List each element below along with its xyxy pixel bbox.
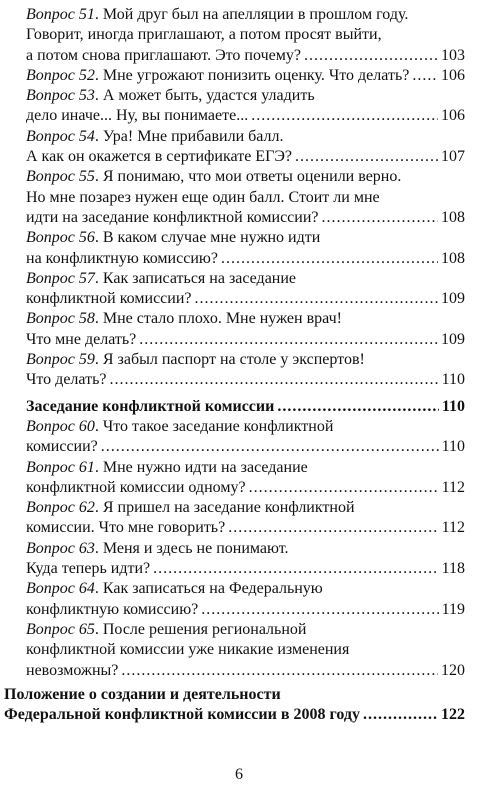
toc-entry	[0, 539, 478, 580]
toc-entry-text: а потом снова приглашают. Это почему?	[26, 46, 301, 64]
toc-entry-line	[0, 417, 478, 437]
toc-entry-text: А как он окажется в сертификате ЕГЭ?	[26, 148, 292, 166]
toc-entry	[0, 458, 478, 499]
question-label: Вопрос 56	[26, 229, 95, 247]
toc-page-ref: 112	[441, 478, 465, 496]
toc-entry-text: невозможны?	[26, 661, 119, 679]
question-label: Вопрос 53	[26, 87, 95, 105]
question-label: Вопрос 59	[26, 351, 95, 369]
toc-entry-text: Но мне позарез нужен еще один балл. Стоит ли мне	[26, 188, 380, 206]
label-separator: .	[94, 229, 103, 247]
toc-entry-line	[0, 559, 478, 579]
question-label: Вопрос 52	[26, 66, 95, 84]
toc-entry-text: комиссии?	[26, 438, 98, 456]
dot-leader	[322, 208, 439, 228]
label-separator: .	[94, 269, 103, 287]
toc-entry-line	[0, 5, 478, 25]
toc-entry-text: Говорит, иногда приглашают, а потом просят выйти,	[26, 26, 382, 44]
toc-entry-text: Я понимаю, что мои ответы оценили верно.	[102, 168, 402, 186]
toc-entry	[0, 350, 478, 391]
question-label: Вопрос 60	[26, 417, 95, 435]
toc-entry-text: Мне стало плохо. Мне нужен врач!	[102, 310, 342, 328]
toc-page-ref: 109	[441, 290, 465, 308]
dot-leader	[249, 478, 439, 498]
toc-entry-line	[0, 127, 478, 147]
question-label: Вопрос 65	[26, 620, 95, 638]
toc-entry-line	[0, 86, 478, 106]
question-label: Вопрос 58	[26, 310, 95, 328]
toc-entry-line	[0, 289, 478, 309]
toc-entry-line	[0, 167, 478, 187]
toc-entry-text: конфликтную комиссию?	[26, 600, 199, 618]
toc-page-ref: 118	[441, 560, 465, 578]
toc-entry-line	[0, 249, 478, 269]
toc-entry-text: конфликтной комиссии уже никакие изменения	[26, 641, 350, 659]
toc-entry-line	[0, 309, 478, 329]
label-separator: .	[94, 620, 103, 638]
toc-entry-line	[0, 147, 478, 167]
toc-page-ref: 106	[441, 107, 465, 125]
toc-entry	[0, 5, 478, 66]
label-separator: .	[94, 351, 103, 369]
toc-entry	[0, 309, 478, 350]
toc-entry	[0, 498, 478, 539]
table-of-contents	[0, 5, 478, 725]
dot-leader	[109, 370, 438, 390]
toc-entry	[0, 127, 478, 168]
toc-entry-text: Я пришел на заседание конфликтной	[102, 499, 355, 517]
label-separator: .	[94, 127, 103, 145]
toc-entry-text: дело иначе... Ну, вы понимаете...	[26, 107, 249, 125]
toc-entry-line	[0, 705, 478, 725]
toc-page-ref: 110	[441, 438, 465, 456]
label-separator: .	[94, 580, 103, 598]
toc-entry-text: конфликтной комиссии одному?	[26, 478, 246, 496]
toc-entry-line	[0, 25, 478, 45]
toc-entry-line	[0, 478, 478, 498]
toc-entry-line	[0, 66, 478, 86]
question-label: Вопрос 54	[26, 127, 95, 145]
toc-entry-text: Что такое заседание конфликтной	[102, 417, 334, 435]
toc-entry-line	[0, 620, 478, 640]
toc-entry-text: Федеральной конфликтной комиссии в 2008 году	[4, 706, 360, 724]
dot-leader	[228, 518, 438, 538]
toc-entry-line	[0, 498, 478, 518]
dot-leader	[277, 397, 439, 417]
toc-page-ref: 103	[441, 46, 465, 64]
toc-entry-line	[0, 208, 478, 228]
dot-leader	[251, 106, 438, 126]
toc-entry-line	[0, 269, 478, 289]
toc-entry-text: Мой друг был на апелляции в прошлом году.	[102, 6, 409, 23]
toc-page-ref: 110	[441, 371, 465, 389]
dot-leader	[295, 147, 438, 167]
toc-entry-text: После решения региональной	[102, 620, 307, 638]
dot-leader	[412, 66, 438, 86]
label-separator: .	[94, 458, 103, 476]
toc-entry-text: Меня и здесь не понимают.	[102, 539, 289, 557]
toc-entry-line	[0, 640, 478, 660]
toc-page-ref: 120	[441, 661, 465, 679]
question-label: Вопрос 64	[26, 580, 95, 598]
toc-entry-text: Заседание конфликтной комиссии	[26, 397, 275, 415]
dot-leader	[121, 661, 438, 681]
dot-leader	[101, 437, 439, 457]
toc-entry-line	[0, 600, 478, 620]
dot-leader	[195, 289, 439, 309]
toc-entry	[0, 167, 478, 228]
label-separator: .	[94, 168, 103, 186]
toc-page-ref: 112	[441, 519, 465, 537]
toc-entry-line	[0, 579, 478, 599]
label-separator: .	[94, 66, 103, 84]
toc-entry	[0, 86, 478, 127]
question-label: Вопрос 51	[26, 6, 95, 23]
toc-entry-text: комиссии. Что мне говорить?	[26, 519, 226, 537]
toc-entry-text: Мне угрожают понизить оценку. Что делать?	[102, 66, 410, 84]
toc-page-ref: 109	[441, 330, 465, 348]
toc-entry-text: Куда теперь идти?	[26, 560, 151, 578]
toc-entry-text: В каком случае мне нужно идти	[102, 229, 321, 247]
toc-entry-text: Как записаться на заседание	[102, 269, 297, 287]
label-separator: .	[94, 310, 103, 328]
label-separator: .	[94, 417, 103, 435]
toc-page-ref: 110	[441, 397, 465, 415]
toc-entry-text: конфликтной комиссии?	[26, 290, 192, 308]
toc-entry	[0, 228, 478, 269]
dot-leader	[221, 249, 438, 269]
toc-entry	[0, 66, 478, 86]
toc-entry-text: Что делать?	[26, 371, 107, 389]
dot-leader	[153, 559, 438, 579]
toc-entry-line	[0, 437, 478, 457]
dot-leader	[363, 705, 438, 725]
toc-entry-line	[0, 370, 478, 390]
toc-page-ref: 108	[441, 249, 465, 267]
toc-entry-line	[0, 661, 478, 681]
toc-entry-line	[0, 106, 478, 126]
toc-entry-line	[0, 330, 478, 350]
toc-entry-line	[0, 458, 478, 478]
toc-entry-line	[0, 350, 478, 370]
toc-page-ref: 106	[441, 66, 465, 84]
label-separator: .	[94, 539, 103, 557]
toc-entry	[0, 685, 478, 726]
toc-entry-text: Как записаться на Федеральную	[102, 580, 323, 598]
toc-entry-line	[0, 397, 478, 417]
toc-entry	[0, 269, 478, 310]
toc-page-ref: 122	[441, 706, 465, 724]
toc-entry-text: Что мне делать?	[26, 330, 137, 348]
label-separator: .	[94, 499, 103, 517]
label-separator: .	[94, 6, 103, 23]
question-label: Вопрос 62	[26, 499, 95, 517]
toc-page-ref: 107	[441, 148, 465, 166]
toc-entry	[0, 579, 478, 620]
toc-page-ref: 119	[441, 600, 465, 618]
question-label: Вопрос 63	[26, 539, 95, 557]
question-label: Вопрос 55	[26, 168, 95, 186]
dot-leader	[304, 46, 438, 66]
dot-leader	[139, 330, 438, 350]
page-number: 6	[235, 766, 243, 783]
toc-entry-text: Ура! Мне прибавили балл.	[102, 127, 284, 145]
toc-entry-line	[0, 518, 478, 538]
toc-entry-text: Я забыл паспорт на столе у экспертов!	[102, 351, 365, 369]
dot-leader	[201, 600, 438, 620]
label-separator: .	[94, 87, 103, 105]
toc-entry-text: Мне нужно идти на заседание	[102, 458, 308, 476]
toc-entry-line	[0, 685, 478, 705]
toc-entry-line	[0, 188, 478, 208]
toc-entry-text: А может быть, удастся уладить	[102, 87, 315, 105]
toc-entry-line	[0, 228, 478, 248]
question-label: Вопрос 57	[26, 269, 95, 287]
toc-entry-line	[0, 46, 478, 66]
toc-entry	[0, 417, 478, 458]
toc-entry	[0, 397, 478, 417]
toc-entry	[0, 620, 478, 681]
toc-entry-text: идти на заседание конфликтной комиссии?	[26, 208, 319, 226]
toc-entry-text: Положение о создании и деятельности	[4, 685, 281, 703]
toc-entry-text: на конфликтную комиссию?	[26, 249, 218, 267]
toc-entry-line	[0, 539, 478, 559]
toc-page-ref: 108	[441, 208, 465, 226]
question-label: Вопрос 61	[26, 458, 95, 476]
